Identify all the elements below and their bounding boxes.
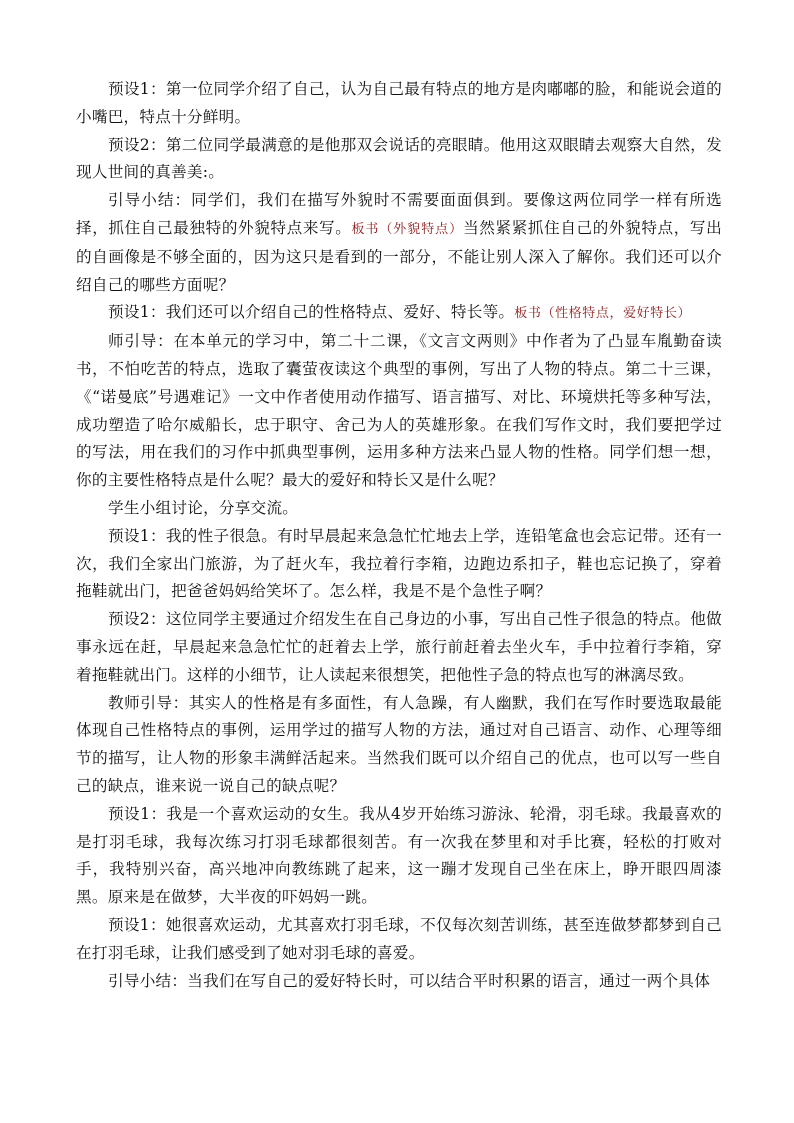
paragraph — [76, 132, 722, 188]
paragraph-text: 预设1：我的性子很急。有时早晨起来急急忙忙地去上学，连铅笔盒也会忘记带。还有一次，我们全家出门旅游，为了赶火车，我拉着行李箱，边跑边系扣子，鞋也忘记换了，穿着拖鞋就出门，把爸爸妈妈给笑坏了。怎么样，我是不是个急性子啊？ — [76, 526, 722, 601]
paragraph — [76, 299, 722, 328]
paragraph-text: 学生小组讨论，分享交流。 — [108, 498, 299, 517]
paragraph — [76, 328, 722, 495]
paragraph — [76, 76, 722, 132]
paragraph — [76, 523, 722, 606]
paragraph-text: 引导小结：同学们，我们在描写外貌时不需要面面俱到。要像这两位同学一样有所选择，抓住自己最独特的外貌特点来写。 — [76, 191, 722, 237]
paragraph-text: 师引导：在本单元的学习中，第二十二课，《文言文两则》中作者为了凸显车胤勤奋读书，不怕吃苦的特点，选取了囊萤夜读这个典型的事例，写出了人物的特点。第二十三课，《“诺曼底”号遇难记》一文中作者使用动作描写、语言描写、对比、环境烘托等多种写法，成功塑造了哈尔威船长，忠于职守、舍己为人的英雄形象。在我们写作文时，我们要把学过的写法，用在我们的习作中抓典型事例，运用多种方法来凸显人物的性格。同学们想一想，你的主要性格特点是什么呢？最大的爱好和特长又是什么呢？ — [76, 332, 722, 490]
paragraph-text: 引导小结：当我们在写自己的爱好特长时，可以结合平时积累的语言，通过一两个具体 — [108, 971, 711, 990]
paragraph-text: 预设2：第二位同学最满意的是他那双会说话的亮眼睛。他用这双眼睛去观察大自然，发现人世间的真善美:。 — [76, 135, 722, 182]
board-note: 板书（外貌特点） — [351, 221, 464, 237]
paragraph — [76, 606, 722, 689]
paragraph-text: 教师引导：其实人的性格是有多面性，有人急躁，有人幽默，我们在写作时要选取最能体现自己性格特点的事例，运用学过的描写人物的方法，通过对自己语言、动作、心理等细节的描写，让人物的形象丰满鲜活起来。当然我们既可以介绍自己的优点，也可以写一些自己的缺点，谁来说一说自己的缺点呢？ — [76, 693, 722, 795]
paragraph-text: 预设1：我们还可以介绍自己的性格特点、爱好、特长等。 — [108, 303, 515, 322]
paragraph — [76, 187, 722, 299]
paragraph — [76, 495, 722, 523]
paragraph — [76, 801, 722, 912]
paragraph — [76, 968, 722, 996]
paragraph-text: 预设1：她很喜欢运动，尤其喜欢打羽毛球，不仅每次刻苦训练，甚至连做梦都梦到自己在打羽毛球，让我们感受到了她对羽毛球的喜爱。 — [76, 915, 722, 962]
paragraph-text: 当然紧紧抓住自己的外貌特点，写出的自画像是不够全面的，因为这只是看到的一部分，不能让别人深入了解你。我们还可以介绍自己的哪些方面呢？ — [76, 218, 722, 294]
paragraph-text: 预设2：这位同学主要通过介绍发生在自己身边的小事，写出自己性子很急的特点。他做事永远在赶，早晨起来急急忙忙的赶着去上学，旅行前赶着去坐火车，手中拉着行李箱，穿着拖鞋就出门。这样的小细节，让人读起来很想笑，把他性子急的特点也写的淋漓尽致。 — [76, 610, 722, 684]
paragraph — [76, 690, 722, 801]
document-page — [76, 76, 722, 995]
paragraph-text: 预设1：我是一个喜欢运动的女生。我从4岁开始练习游泳、轮滑，羽毛球。我最喜欢的是打羽毛球，我每次练习打羽毛球都很刻苦。有一次我在梦里和对手比赛，轻松的打败对手，我特别兴奋，高兴地冲向教练跳了起来，这一蹦才发现自己坐在床上，睁开眼四周漆黑。原来是在做梦，大半夜的吓妈妈一跳。 — [76, 804, 722, 907]
paragraph-text: 预设1：第一位同学介绍了自己，认为自己最有特点的地方是肉嘟嘟的脸，和能说会道的小嘴巴，特点十分鲜明。 — [76, 80, 722, 126]
paragraph — [76, 912, 722, 968]
board-note: 板书（性格特点，爱好特长） — [514, 306, 692, 322]
